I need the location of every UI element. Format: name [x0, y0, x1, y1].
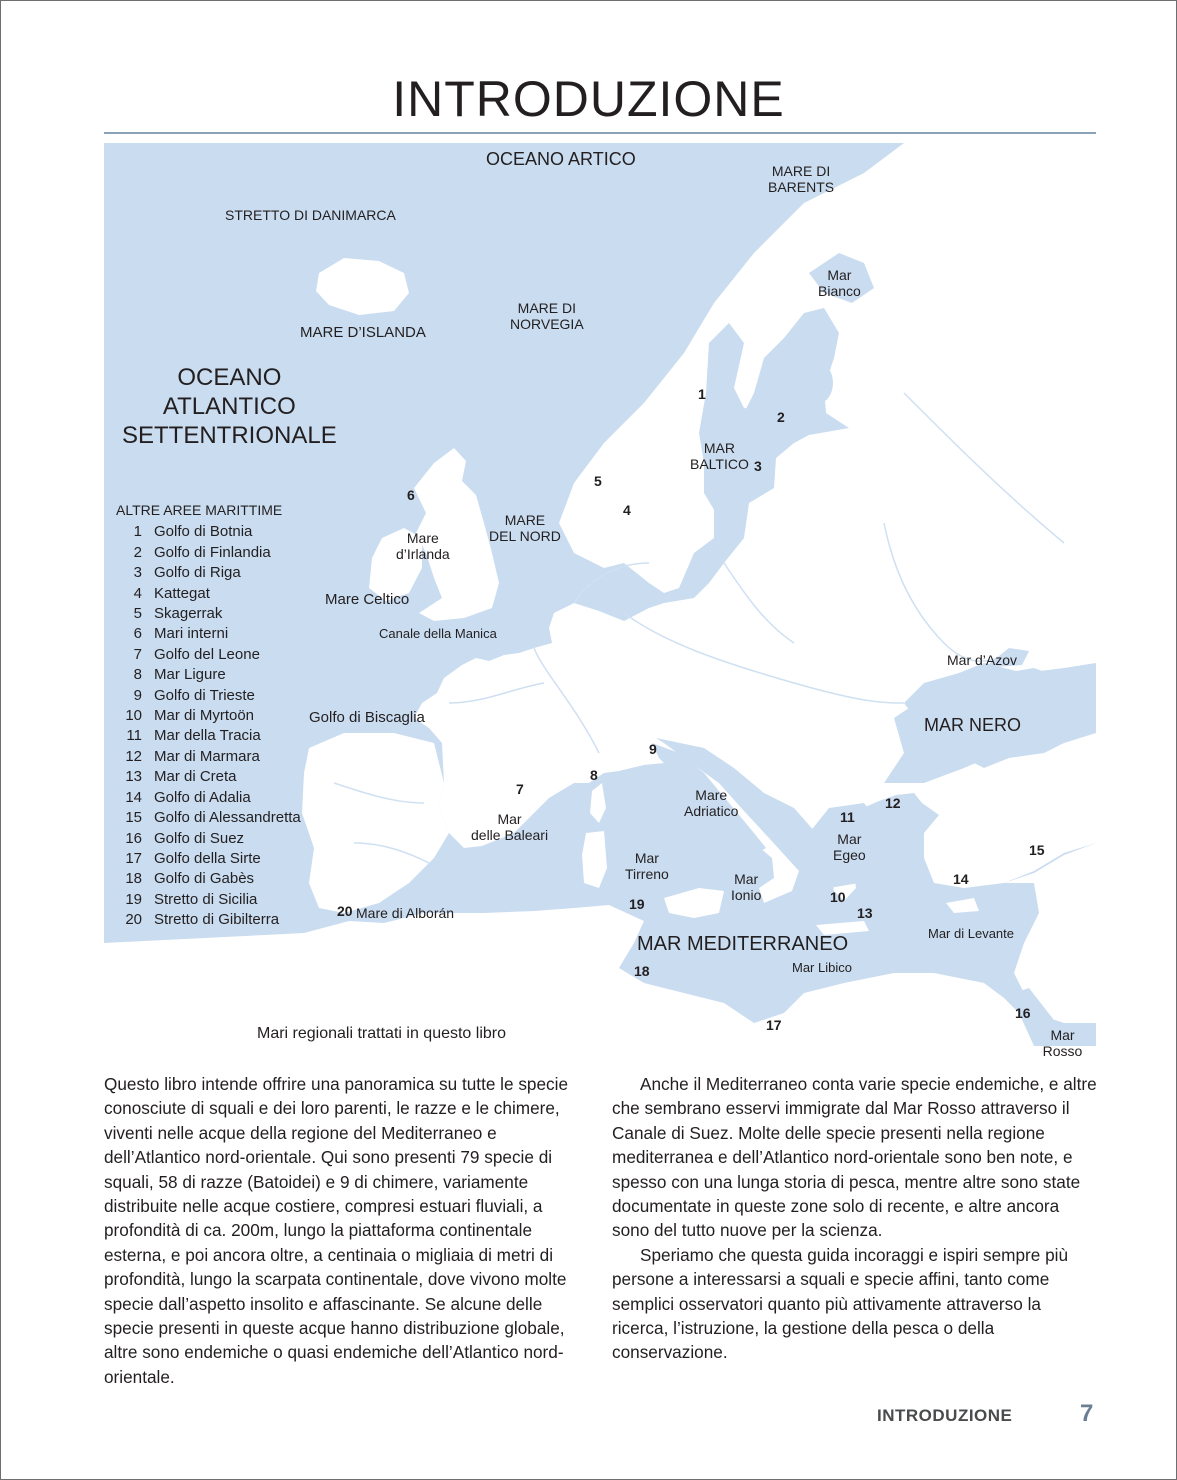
marker-8: 8 — [590, 767, 598, 783]
label-mare-norvegia: MARE DI NORVEGIA — [510, 300, 584, 333]
legend-number: 20 — [125, 911, 142, 929]
legend-item — [116, 604, 301, 624]
legend-name: Mari interni — [154, 625, 229, 643]
marker-19: 19 — [629, 896, 645, 912]
label-mar-baleari: Mar delle Baleari — [471, 811, 549, 844]
label-mare-celtico: Mare Celtico — [325, 591, 410, 608]
legend-item — [116, 726, 301, 746]
label-golfo-biscaglia: Golfo di Biscaglia — [309, 709, 425, 726]
marker-12: 12 — [885, 795, 901, 811]
label-mar-baltico: MAR BALTICO — [690, 440, 749, 473]
legend-number: 5 — [133, 605, 142, 623]
legend-item — [116, 767, 301, 787]
legend-name: Golfo del Leone — [154, 645, 260, 663]
map-legend — [116, 500, 301, 931]
label-mar-egeo: Mar Egeo — [833, 831, 866, 864]
legend-name: Golfo di Alessandretta — [154, 809, 301, 827]
marker-3: 3 — [754, 458, 762, 474]
legend-item — [116, 563, 301, 583]
legend-name: Golfo della Sirte — [154, 849, 261, 867]
legend-number: 3 — [133, 564, 142, 582]
label-mar-libico: Mar Libico — [792, 960, 852, 975]
legend-name: Mar di Marmara — [154, 747, 260, 765]
legend-name: Golfo di Gabès — [154, 870, 255, 888]
label-stretto-danimarca: STRETTO DI DANIMARCA — [225, 207, 396, 223]
marker-15: 15 — [1029, 842, 1045, 858]
legend-number: 9 — [133, 686, 142, 704]
legend-number: 12 — [125, 747, 142, 765]
lake-ladoga — [805, 363, 833, 403]
legend-number: 8 — [133, 666, 142, 684]
body-column-left — [104, 1072, 592, 1389]
legend-item — [116, 522, 301, 542]
legend-item — [116, 869, 301, 889]
legend-number: 6 — [133, 625, 142, 643]
label-mare-adriatico: Mare Adriatico — [684, 787, 739, 820]
marker-5: 5 — [594, 473, 602, 489]
label-mare-nord: MARE DEL NORD — [489, 512, 561, 545]
map-europe-seas — [104, 143, 1096, 1060]
label-oceano-artico: OCEANO ARTICO — [486, 149, 636, 169]
legend-item — [116, 706, 301, 726]
label-mar-rosso: Mar Rosso — [1042, 1027, 1083, 1060]
legend-number: 18 — [125, 870, 142, 888]
legend-name: Mar di Creta — [154, 768, 237, 786]
legend-number: 1 — [133, 523, 142, 541]
legend-number: 10 — [125, 707, 142, 725]
legend-number: 13 — [125, 768, 142, 786]
marker-20: 20 — [337, 903, 353, 919]
legend-item — [116, 645, 301, 665]
legend-number: 14 — [125, 788, 142, 806]
label-mar-azov: Mar d’Azov — [947, 652, 1018, 668]
page-title: INTRODUZIONE — [392, 71, 785, 127]
legend-name: Kattegat — [154, 584, 210, 602]
legend-name: Stretto di Sicilia — [154, 890, 258, 908]
marker-6: 6 — [407, 487, 415, 503]
marker-13: 13 — [857, 905, 873, 921]
legend-item — [116, 686, 301, 706]
legend-number: 7 — [133, 645, 142, 663]
marker-9: 9 — [649, 741, 657, 757]
legend-number: 2 — [133, 543, 142, 561]
map-caption: Mari regionali trattati in questo libro — [257, 1025, 507, 1042]
label-mare-barents: MARE DI BARENTS — [768, 163, 835, 196]
marker-10: 10 — [830, 889, 846, 905]
legend-name: Golfo di Trieste — [154, 686, 255, 704]
marker-1: 1 — [698, 386, 706, 402]
label-mar-nero: MAR NERO — [924, 715, 1022, 735]
legend-item — [116, 829, 301, 849]
body-column-right — [612, 1072, 1100, 1365]
legend-number: 17 — [125, 849, 142, 867]
legend-item — [116, 624, 301, 644]
legend-item — [116, 849, 301, 869]
legend-name: Stretto di Gibilterra — [154, 911, 280, 929]
label-mare-irlanda: Mare d’Irlanda — [396, 530, 450, 563]
legend-number: 4 — [133, 584, 142, 602]
marker-2: 2 — [777, 409, 785, 425]
legend-item — [116, 808, 301, 828]
label-mare-alboran: Mare di Alborán — [356, 905, 455, 921]
page-number: 7 — [1080, 1400, 1094, 1427]
label-mar-tirreno: Mar Tirreno — [625, 850, 669, 883]
legend-item — [116, 788, 301, 808]
running-footer: INTRODUZIONE — [877, 1406, 1013, 1425]
paragraph: Questo libro intende offrire una panoramica su tutte le specie conosciute di squali e dei loro parenti, le razze e le chimere, viventi nelle acque della regione del Mediterraneo e dell’Atlantico nord-orientale. Qui sono presenti 79 specie di squali, 58 di razze (Batoidei) e 9 di chimere, variamente distribuite nelle acque costiere, compresi estuari fluviali, a profondità di ca. 200m, lungo la piattaforma continentale esterna, e poi ancora oltre, a centinaia o migliaia di metri di profondità, lungo la scarpata continentale, dove vivono molte specie dall’aspetto insolito e affascinante. Se alcune delle specie presenti in queste acque hanno distribuzione globale, altre sono endemiche o quasi endemiche dell’Atlantico nord-orientale. — [104, 1074, 569, 1387]
legend-item — [116, 543, 301, 563]
legend-name: Golfo di Suez — [154, 829, 245, 847]
legend-number: 19 — [125, 890, 142, 908]
legend-title: ALTRE AREE MARITTIME — [116, 502, 283, 518]
legend-name: Skagerrak — [154, 605, 223, 623]
title-rule — [104, 132, 1096, 134]
marker-4: 4 — [623, 502, 631, 518]
legend-item — [116, 747, 301, 767]
marker-14: 14 — [953, 871, 969, 887]
legend-name: Golfo di Botnia — [154, 523, 253, 541]
legend-name: Golfo di Finlandia — [154, 543, 271, 561]
label-mar-bianco: Mar Bianco — [818, 267, 861, 300]
marker-7: 7 — [516, 781, 524, 797]
marker-16: 16 — [1015, 1005, 1031, 1021]
legend-item — [116, 584, 301, 604]
legend-item — [116, 665, 301, 685]
legend-number: 16 — [125, 829, 142, 847]
legend-name: Mar di Myrtoön — [154, 707, 255, 725]
legend-number: 15 — [125, 809, 142, 827]
legend-item — [116, 910, 301, 930]
marker-17: 17 — [766, 1017, 782, 1033]
label-canale-manica: Canale della Manica — [379, 626, 497, 641]
marker-18: 18 — [634, 963, 650, 979]
paragraph: Speriamo che questa guida incoraggi e ispiri sempre più persone a interessarsi a squali e specie affini, tanto come semplici osservatori quanto più attivamente attraverso la ricerca, l’istruzione, la gestione della pesca o della conservazione. — [612, 1244, 1069, 1363]
label-mar-ionio: Mar Ionio — [731, 871, 762, 904]
legend-name: Golfo di Riga — [154, 564, 241, 582]
legend-name: Mar della Tracia — [154, 727, 261, 745]
legend-name: Mar Ligure — [154, 666, 226, 684]
paragraph: Anche il Mediterraneo conta varie specie endemiche, e altre che sembrano esservi immigrate dal Mar Rosso attraverso il Canale di Suez. Molte delle specie presenti nella regione mediterranea e dell’Atlantico nord-orientale sono ben note, e spesso con una lunga storia di pesca, mentre altre sono state documentate in queste zone solo di recente, e altre ancora sono del tutto nuove per la scienza. — [612, 1074, 1097, 1241]
label-oceano-atlantico: OCEANO ATLANTICO SETTENTRIONALE — [122, 364, 337, 449]
legend-name: Golfo di Adalia — [154, 788, 251, 806]
marker-11: 11 — [840, 809, 855, 825]
label-mar-levante: Mar di Levante — [928, 926, 1014, 941]
legend-number: 11 — [126, 727, 142, 745]
label-mare-islanda: MARE D’ISLANDA — [300, 324, 426, 341]
legend-item — [116, 890, 301, 910]
label-mar-mediterraneo: MAR MEDITERRANEO — [637, 933, 849, 955]
